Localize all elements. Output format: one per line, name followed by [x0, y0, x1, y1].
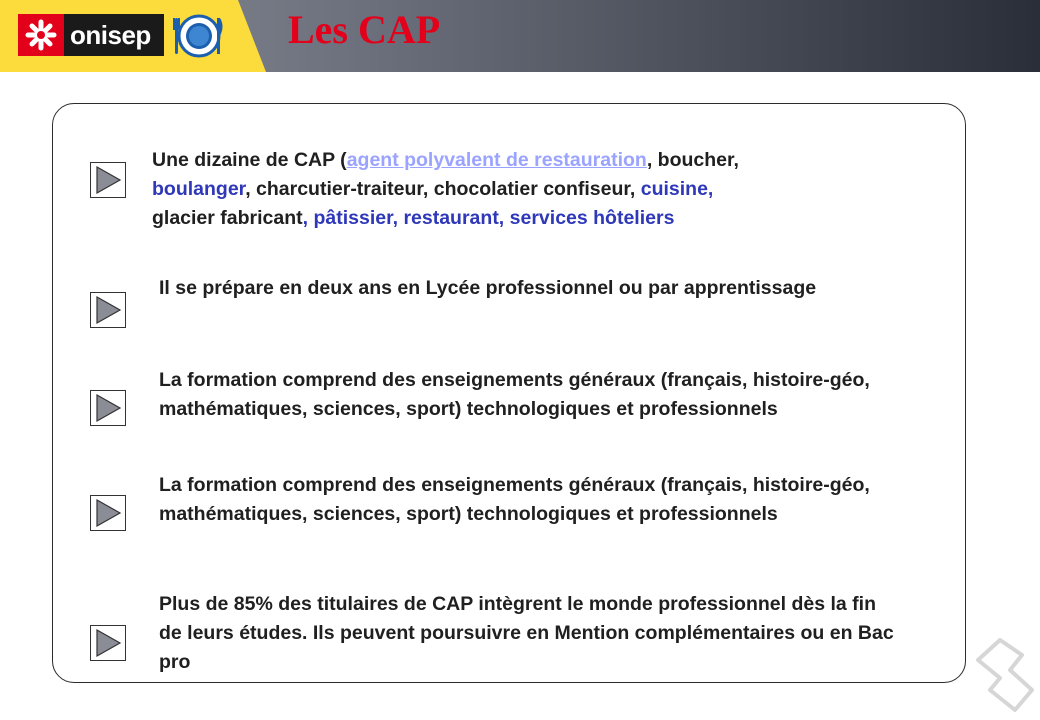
page-title: Les CAP	[288, 7, 441, 52]
text-segment: Une dizaine de CAP (	[152, 149, 347, 171]
text-segment-blue: , pâtissier, restaurant, services hôteliers	[302, 207, 675, 229]
text-segment: , charcutier-traiteur, chocolatier confiseur,	[245, 178, 641, 200]
bullet-text-formation: La formation comprend des enseignements généraux (français, histoire-géo, mathématiques, sciences, sport) technologiques et professionnels	[159, 369, 870, 420]
text-segment: glacier fabricant	[152, 207, 303, 229]
asterisk-logo-icon	[18, 14, 64, 56]
bullet-text-cap-list	[152, 146, 872, 233]
onisep-logo[interactable]	[18, 14, 164, 56]
header-bar	[0, 0, 1040, 72]
logo-text: onisep	[70, 19, 151, 50]
bullet-text-preparation: Il se prépare en deux ans en Lycée professionnel ou par apprentissage	[159, 277, 817, 299]
play-bullet-icon	[90, 495, 126, 531]
play-bullet-icon	[90, 390, 126, 426]
text-segment-blue: boulanger	[152, 178, 246, 200]
bullet-text-insertion: Plus de 85% des titulaires de CAP intègrent le monde professionnel dès la fin de leurs études. Ils peuvent poursuivre en Mention complémentaires ou en Bac pro	[159, 593, 894, 673]
text-segment: , boucher,	[646, 149, 739, 171]
plate-cutlery-icon	[166, 0, 232, 72]
link-agent-polyvalent[interactable]: agent polyvalent de restauration	[346, 149, 647, 171]
play-bullet-icon	[90, 292, 126, 328]
play-bullet-icon	[90, 625, 126, 661]
play-bullet-icon	[90, 162, 126, 198]
bullet-text-formation-repeat: La formation comprend des enseignements généraux (français, histoire-géo, mathématiques, sciences, sport) technologiques et professionnels	[159, 474, 870, 525]
decorative-outline-icon	[970, 600, 1040, 720]
text-segment-blue: cuisine,	[640, 178, 714, 200]
